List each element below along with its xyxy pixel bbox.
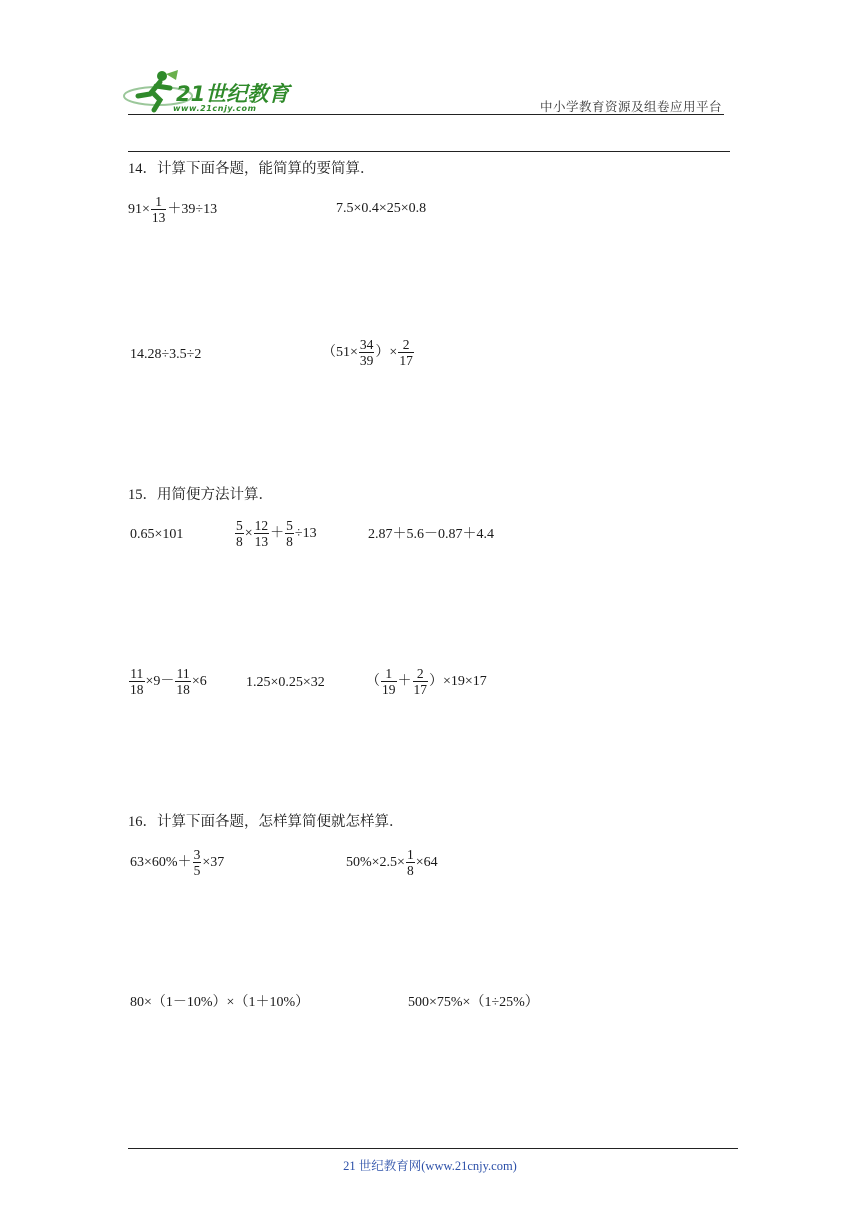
expr-text: ＋ [270,525,285,541]
q15-expression-1 [130,528,183,542]
question-15-title: 15．用简便方法计算． [128,487,273,503]
fraction [285,518,294,549]
q16-expression-4 [408,996,539,1010]
fraction [381,666,397,697]
denominator: 8 [236,534,243,549]
q15-expression-4 [128,666,207,697]
footer-rule [128,1148,738,1149]
expr-text: ×9－ [145,673,175,689]
fraction [235,518,244,549]
expr-text: ）×19×17 [429,673,487,689]
header-slogan: 中小学教育资源及组卷应用平台 [540,100,723,114]
logo-url: www.21cnjy.com [173,104,257,113]
expr-text: ×6 [191,673,207,689]
denominator: 13 [151,210,166,225]
expr-text: 7.5×0.4×25×0.8 [336,201,427,216]
question-16-title: 16．计算下面各题，怎样算简便就怎样算． [128,814,404,830]
q16-expression-1 [130,847,224,878]
numerator: 1 [385,666,393,681]
fraction [359,337,375,368]
expr-text: ÷13 [294,525,317,541]
fraction [193,847,202,878]
expr-text: 80×（1－10%）×（1＋10%） [130,995,310,1010]
denominator: 18 [130,682,144,697]
numerator: 1 [406,847,414,862]
expr-text: 500×75%×（1÷25%） [408,995,539,1010]
expr-text: 50%×2.5× [346,854,405,870]
denominator: 5 [193,863,201,878]
fraction [254,518,270,549]
denominator: 19 [382,682,396,697]
denominator: 13 [254,534,269,549]
expr-text: ×37 [202,854,225,870]
footer-link[interactable]: 21 世纪教育网(www.21cnjy.com) [343,1159,517,1173]
q15-expression-3 [368,528,494,542]
numerator: 1 [155,194,163,209]
numerator: 34 [359,337,374,352]
denominator: 17 [399,353,413,368]
denominator: 17 [413,682,427,697]
expr-text: 91× [128,201,150,217]
fraction [175,666,191,697]
q15-expression-6 [366,666,487,697]
expr-text: 14.28÷3.5÷2 [130,347,202,362]
q14-expression-4 [322,337,415,368]
denominator: 39 [359,353,374,368]
q16-expression-2 [346,847,438,878]
expr-text: ＋ [397,673,412,689]
denominator: 18 [176,682,190,697]
expr-text: 63×60%＋ [130,854,192,870]
denominator: 8 [406,863,414,878]
q14-expression-1 [128,194,217,225]
numerator: 12 [254,518,269,533]
expr-text: ×64 [415,854,438,870]
q16-expression-3 [130,996,309,1010]
q15-expression-2 [234,518,317,549]
numerator: 5 [236,518,243,533]
expr-text: 0.65×101 [130,527,184,542]
question-14-title: 14．计算下面各题，能简算的要简算． [128,161,375,177]
numerator: 11 [130,666,144,681]
expr-text: ）× [375,344,398,360]
q14-expression-3 [130,348,201,362]
expr-text: ＋39÷13 [167,201,218,217]
fraction [406,847,415,878]
fraction [413,666,429,697]
fraction [129,666,145,697]
q15-expression-5 [246,676,325,690]
expr-text: 1.25×0.25×32 [246,675,325,690]
header-rule-bottom [128,151,730,152]
logo-text: 21世纪教育 [176,82,290,106]
expr-text: × [244,525,253,541]
q14-expression-2 [336,202,426,216]
numerator: 2 [402,337,410,352]
numerator: 2 [416,666,424,681]
expr-text: 2.87＋5.6－0.87＋4.4 [368,527,494,542]
numerator: 3 [193,847,201,862]
fraction [151,194,167,225]
denominator: 8 [286,534,293,549]
header-rule-top [128,114,724,115]
expr-text: （ [366,673,380,689]
numerator: 5 [286,518,293,533]
expr-text: （51× [322,344,358,360]
fraction [398,337,414,368]
numerator: 11 [176,666,190,681]
